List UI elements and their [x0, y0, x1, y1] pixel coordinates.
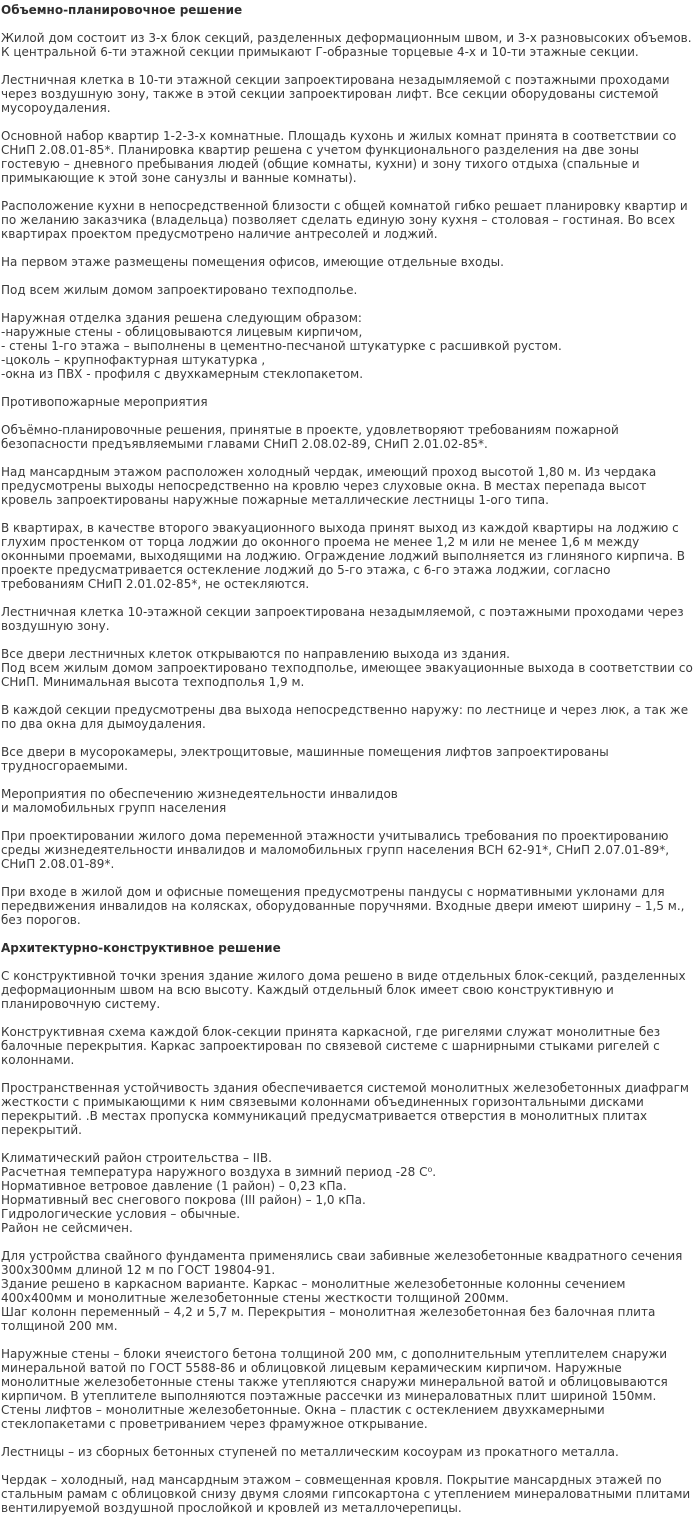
text-line: Все двери в мусорокамеры, электрощитовые, машинные помещения лифтов запроектированы трудносгораемыми. [1, 745, 609, 773]
text-line: Конструктивная схема каждой блок-секции принята каркасной, где ригелями служат монолитные без балочные перекрытия. Каркас запроектирован по связевой системе с шарнирными стыками ригелей с колоннами. [1, 1025, 661, 1067]
paragraph [1, 969, 697, 1011]
paragraph [1, 1473, 697, 1515]
text-line: Нормативный вес снегового покрова (III район) – 1,0 кПа. [1, 1193, 366, 1207]
text-line: Наружные стены – блоки ячеистого бетона толщиной 200 мм, с дополнительным утеплителем снаружи минеральной ватой по ГОСТ 5588-86 и облицовкой лицевым керамическим кирпичом. Наружные монолитные железобетонные стены также утепляются снаружи минеральной ватой и облицовываются кирпичом. В утеплителе выполняются поэтажные рассечки из минераловатных плит шириной 150мм. [1, 1347, 668, 1403]
text-line: Наружная отделка здания решена следующим образом: [1, 311, 362, 325]
paragraph [1, 1025, 697, 1067]
paragraph [1, 787, 697, 815]
paragraph [1, 647, 697, 689]
paragraph [1, 283, 697, 297]
text-line: Объёмно-планировочные решения, принятые в проекте, удовлетворяют требованиям пожарной безопасности предъявляемыми главами СНиП 2.08.02-89, СНиП 2.01.02-85*. [1, 423, 619, 451]
text-line: При проектировании жилого дома переменной этажности учитывались требования по проектированию среды жизнедеятельности инвалидов и маломобильных групп населения ВСН 62-91*, СНиП 2.07.01-89*, СНиП 2.08.01-89*. [1, 829, 670, 871]
paragraph [1, 1081, 697, 1137]
text-line: Мероприятия по обеспечению жизнедеятельности инвалидов [1, 787, 398, 801]
paragraph [1, 423, 697, 451]
text-line: Шаг колонн переменный – 4,2 и 5,7 м. Перекрытия – монолитная железобетонная без балочная плита толщиной 200 мм. [1, 1305, 656, 1333]
paragraph [1, 199, 697, 241]
text-line: На первом этаже размещены помещения офисов, имеющие отдельные входы. [1, 255, 504, 269]
text-line: -наружные стены - облицовываются лицевым кирпичом, [1, 325, 363, 339]
text-line: При входе в жилой дом и офисные помещения предусмотрены пандусы с нормативными уклонами для передвижения инвалидов на колясках, оборудованные поручнями. Входные двери имеют ширину – 1,5 м., без порогов. [1, 885, 685, 927]
text-line: В каждой секции предусмотрены два выхода непосредственно наружу: по лестнице и через люк, а так же по два окна для дымоудаления. [1, 703, 689, 731]
section-heading: Архитектурно-конструктивное решение [1, 941, 281, 955]
text-line: Здание решено в каркасном варианте. Каркас – монолитные железобетонные колонны сечением 400х400мм и монолитные железобетонные стены жесткости толщиной 200мм. [1, 1277, 626, 1305]
text-line: Все двери лестничных клеток открываются по направлению выхода из здания. [1, 647, 510, 661]
text-line: - стены 1-го этажа – выполнены в цементно-песчаной штукатурке с расшивкой рустом. [1, 339, 562, 353]
text-line: -окна из ПВХ - профиля с двухкамерным стеклопакетом. [1, 367, 364, 381]
paragraph [1, 1347, 697, 1431]
text-line: Лестничная клетка 10-этажной секции запроектирована незадымляемой, с поэтажными проходами через воздушную зону. [1, 605, 684, 633]
text-line: Стены лифтов – монолитные железобетонные. Окна – пластик с остеклением двухкамерными стеклопакетами с проветриванием через фрамужное открывание. [1, 1403, 605, 1431]
text-line: Климатический район строительства – IIВ. [1, 1151, 272, 1165]
paragraph [1, 1445, 697, 1459]
text-line: Расчетная температура наружного воздуха в зимний период -28 С⁰. [1, 1165, 437, 1179]
paragraph [1, 829, 697, 871]
text-line: -цоколь – крупнофактурная штукатурка , [1, 353, 266, 367]
paragraph [1, 129, 697, 185]
section-heading: Объемно-планировочное решение [1, 3, 243, 17]
paragraph [1, 521, 697, 591]
text-line: и маломобильных групп населения [1, 801, 227, 815]
paragraph [1, 395, 697, 409]
paragraph [1, 1249, 697, 1333]
text-line: Над мансардным этажом расположен холодный чердак, имеющий проход высотой 1,80 м. Из чердака предусмотрены выходы непосредственно на кровлю через слуховые окна. В местах перепада высот кровель запроектированы наружные пожарные металлические лестницы 1-ого типа. [1, 465, 657, 507]
text-line: Под всем жилым домом запроектировано техподполье, имеющее эвакуационные выхода в соответствии со СНиП. Минимальная высота техподполья 1,9 м. [1, 661, 693, 689]
paragraph [1, 31, 697, 59]
paragraph [1, 73, 697, 115]
text-line: Жилой дом состоит из 3-х блок секций, разделенных деформационным швом, и 3-х разновысоких объемов. К центральной 6-ти этажной секции примыкают Г-образные торцевые 4-х и 10-ти этажные секции. [1, 31, 692, 59]
text-line: Основной набор квартир 1-2-3-х комнатные. Площадь кухонь и жилых комнат принята в соответствии со СНиП 2.08.01-85*. Планировка квартир решена с учетом функционального разделения на две зоны гостевую – дневного пребывания людей (общие комнаты, кухни) и зону тихого отдыха (спальные и примыкающие к этой зоне санузлы и ванные комнаты). [1, 129, 677, 185]
paragraph [1, 703, 697, 731]
text-line: В квартирах, в качестве второго эвакуационного выхода принят выход из каждой квартиры на лоджию с глухим простенком от торца лоджии до оконного проема не менее 1,2 м или не менее 1,6 м между оконными проемами, выходящими на лоджию. Ограждение лоджий выполняется из глиняного кирпича. В проекте предусматривается остекление лоджий до 5-го этажа, с 6-го этажа лоджии, согласно требованиям СНиП 2.01.02-85*, не остекляются. [1, 521, 685, 591]
text-line: Под всем жилым домом запроектировано техподполье. [1, 283, 358, 297]
text-line: Чердак – холодный, над мансардным этажом – совмещенная кровля. Покрытие мансардных этажей по стальным рамам с облицовкой снизу двумя слоями гипсокартона с утеплением минераловатными плитами вентилируемой воздушной прослойкой и кровлей из металлочерепицы. [1, 1473, 691, 1515]
text-line: Для устройства свайного фундамента применялись сваи забивные железобетонные квадратного сечения 300х300мм длиной 12 м по ГОСТ 19804-91. [1, 1249, 683, 1277]
text-line: Гидрологические условия – обычные. [1, 1207, 241, 1221]
text-line: Лестницы – из сборных бетонных ступеней по металлическим косоурам из прокатного металла. [1, 1445, 619, 1459]
paragraph [1, 465, 697, 507]
text-line: Расположение кухни в непосредственной близости с общей комнатой гибко решает планировку квартир и по желанию заказчика (владельца) позволяет сделать единую зону кухня – столовая – гостиная. Во всех квартирах проектом предусмотрено наличие антресолей и лоджий. [1, 199, 688, 241]
text-line: Пространственная устойчивость здания обеспечивается системой монолитных железобетонных диафрагм жесткости с примыкающими к ним связевыми колоннами объединенных горизонтальными дисками перекрытий. .В местах пропуска коммуникаций предусматривается отверстия в монолитных плитах перекрытий. [1, 1081, 689, 1137]
paragraph [1, 1151, 697, 1235]
text-line: Нормативное ветровое давление (1 район) – 0,23 кПа. [1, 1179, 347, 1193]
text-line: Противопожарные мероприятия [1, 395, 208, 409]
text-line: Район не сейсмичен. [1, 1221, 133, 1235]
paragraph [1, 605, 697, 633]
text-line: Лестничная клетка в 10-ти этажной секции запроектирована незадымляемой с поэтажными проходами через воздушную зону, также в этой секции запроектирован лифт. Все секции оборудованы системой мусороудаления. [1, 73, 670, 115]
paragraph [1, 255, 697, 269]
paragraph [1, 745, 697, 773]
paragraph [1, 311, 697, 381]
text-line: С конструктивной точки зрения здание жилого дома решено в виде отдельных блок-секций, разделенных деформационным швом на всю высоту. Каждый отдельный блок имеет свою конструктивную и планировочную систему. [1, 969, 686, 1011]
paragraph [1, 885, 697, 927]
